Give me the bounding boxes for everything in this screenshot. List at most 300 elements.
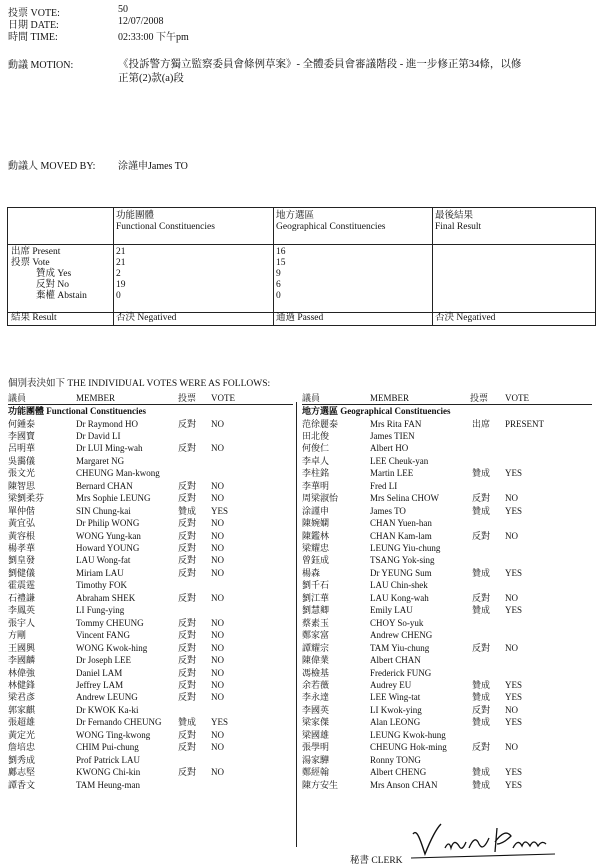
member-name-zh: 梁國雄 (302, 729, 330, 740)
member-name-zh: 蔡素玉 (302, 617, 330, 628)
right-column-header (302, 392, 592, 404)
geographical-member-row (302, 579, 590, 591)
vote-zh: 反對 (178, 592, 197, 603)
member-name-zh: 張學明 (302, 742, 330, 753)
vote-zh: 贊成 (472, 717, 491, 728)
member-name-zh: 曾鈺成 (302, 555, 330, 566)
vote-en: NO (505, 530, 518, 541)
member-name-zh: 何鍾泰 (8, 418, 36, 429)
vote-zh: 反對 (178, 767, 197, 778)
member-name-zh: 鄺志堅 (8, 767, 36, 778)
vote-en: NO (211, 480, 224, 491)
motion-text-line2: 正第(2)款(a)段 (118, 73, 184, 84)
geographical-member-row (302, 554, 590, 566)
member-name-en: LAU Wong-fat (76, 555, 131, 566)
functional-member-row (8, 467, 296, 479)
geographical-present: 16 (276, 247, 286, 257)
member-name-zh: 林偉強 (8, 667, 36, 678)
vote-zh: 贊成 (472, 468, 491, 479)
member-name-en: LEUNG Yiu-chung (370, 543, 441, 553)
member-name-zh: 李國英 (302, 704, 330, 715)
functional-member-row (8, 766, 296, 778)
member-name-zh: 郭家麒 (8, 704, 36, 715)
member-name-en: Dr David LI (76, 430, 121, 441)
geographical-member-row (302, 505, 590, 517)
member-name-zh: 梁劉柔芬 (8, 493, 45, 504)
functional-member-row (8, 430, 296, 442)
col-header-geographical-zh: 地方選區 (276, 211, 315, 221)
header-vote-zh: 投票 (470, 393, 489, 403)
vote-en: NO (211, 617, 224, 628)
vote-en: YES (505, 567, 523, 578)
geographical-member-row (302, 592, 590, 604)
individual-votes-title: 個別表決如下 THE INDIVIDUAL VOTES WERE AS FOLLOWS: (8, 379, 271, 389)
member-name-zh: 梁君彥 (8, 692, 36, 703)
functional-member-row (8, 505, 296, 517)
vote-zh: 反對 (178, 555, 197, 566)
geographical-member-row (302, 480, 590, 492)
member-name-zh: 劉皇發 (8, 555, 36, 566)
geographical-member-row (302, 716, 590, 728)
member-name-zh: 鄭家富 (302, 630, 330, 641)
member-name-zh: 陳偉業 (302, 655, 330, 666)
motion-text-line1: 《投訴警方獨立監察委員會條例草案》- 全體委員會審議階段 - 進一步修正第34條，以修 (118, 59, 522, 70)
geographical-member-row (302, 567, 590, 579)
vote-en: YES (505, 605, 523, 616)
vote-en: NO (211, 767, 224, 778)
functional-member-row (8, 592, 296, 604)
member-name-en: LAU Kong-wah (370, 592, 429, 603)
row-label-yes: 贊成 Yes (36, 269, 72, 279)
member-name-en: LEUNG Kwok-hung (370, 729, 446, 740)
member-name-zh: 李永達 (302, 692, 330, 703)
vote-en: NO (505, 493, 518, 504)
member-name-zh: 張宇人 (8, 617, 36, 628)
vote-zh: 反對 (178, 729, 197, 740)
vote-en: NO (211, 530, 224, 541)
clerk-label: 秘書 CLERK (350, 856, 403, 866)
member-name-zh: 呂明華 (8, 443, 36, 454)
member-name-zh: 劉江華 (302, 592, 330, 603)
geographical-vote: 15 (276, 258, 286, 268)
member-name-en: Dr Joseph LEE (76, 655, 131, 666)
functional-member-row (8, 604, 296, 616)
vote-en: YES (505, 505, 523, 516)
member-name-zh: 劉千石 (302, 580, 330, 591)
member-name-en: Jeffrey LAM (76, 679, 124, 690)
vote-en: NO (211, 642, 224, 653)
vote-en: YES (505, 679, 523, 690)
vote-zh: 贊成 (472, 692, 491, 703)
geographical-member-row (302, 492, 590, 504)
header-member-zh: 議員 (302, 393, 321, 403)
vote-en: NO (211, 679, 224, 690)
functional-yes: 2 (116, 269, 121, 279)
member-name-en: SIN Chung-kai (76, 505, 131, 516)
geographical-member-row (302, 604, 590, 616)
member-name-zh: 楊森 (302, 567, 321, 578)
vote-en: YES (505, 468, 523, 479)
geographical-result: 通過 Passed (276, 313, 324, 323)
vote-zh: 贊成 (178, 717, 197, 728)
member-name-zh: 馮檢基 (302, 667, 330, 678)
member-name-en: TAM Heung-man (76, 779, 141, 790)
member-name-en: CHAN Kam-lam (370, 530, 432, 541)
vote-zh: 反對 (178, 655, 197, 666)
geographical-member-row (302, 530, 590, 542)
vote-en: NO (211, 667, 224, 678)
vote-en: NO (505, 592, 518, 603)
functional-result: 否決 Negatived (116, 313, 177, 323)
geographical-member-row (302, 542, 590, 554)
member-name-en: LAU Chin-shek (370, 580, 428, 591)
member-name-en: James TO (370, 505, 406, 516)
member-name-zh: 陳鑑林 (302, 530, 330, 541)
functional-section-title (8, 405, 293, 417)
functional-member-row (8, 654, 296, 666)
geographical-member-row (302, 729, 590, 741)
header-vote-en: VOTE (505, 393, 529, 403)
vote-en: NO (505, 742, 518, 753)
functional-member-row (8, 741, 296, 753)
member-name-en: Albert HO (370, 443, 409, 454)
functional-member-row (8, 729, 296, 741)
member-name-en: Ronny TONG (370, 754, 421, 765)
row-label-abstain: 棄權 Abstain (36, 291, 87, 301)
functional-member-row (8, 442, 296, 454)
geographical-member-row (302, 418, 590, 430)
functional-member-row (8, 716, 296, 728)
vote-zh: 反對 (472, 742, 491, 753)
member-name-en: Andrew CHENG (370, 630, 433, 641)
member-name-en: Dr KWOK Ka-ki (76, 704, 139, 715)
geographical-member-row (302, 754, 590, 766)
member-name-zh: 吳靄儀 (8, 455, 36, 466)
col-header-functional-zh: 功能團體 (116, 211, 155, 221)
motion-label: 動議 MOTION: (8, 60, 74, 71)
functional-member-row (8, 492, 296, 504)
member-name-zh: 張超雄 (8, 717, 36, 728)
vote-zh: 反對 (178, 667, 197, 678)
functional-section-title-text: 功能團體 Functional Constituencies (8, 406, 147, 416)
member-name-zh: 李鳳英 (8, 605, 36, 616)
functional-abstain: 0 (116, 291, 121, 301)
vote-zh: 反對 (178, 518, 197, 529)
vote-zh: 贊成 (472, 679, 491, 690)
vote-zh: 反對 (178, 692, 197, 703)
member-name-zh: 黃定光 (8, 729, 36, 740)
functional-present: 21 (116, 247, 126, 257)
functional-member-row (8, 617, 296, 629)
geographical-member-row (302, 430, 590, 442)
time-label: 時間 TIME: (8, 32, 58, 43)
member-name-zh: 湯家驊 (302, 754, 330, 765)
col-header-geographical-en: Geographical Constituencies (276, 222, 386, 232)
functional-member-row (8, 455, 296, 467)
member-name-en: Margaret NG (76, 455, 125, 466)
member-name-en: TSANG Yok-sing (370, 555, 435, 566)
functional-member-row (8, 579, 296, 591)
member-name-en: Tommy CHEUNG (76, 617, 144, 628)
moved-by-label: 動議人 MOVED BY: (8, 161, 96, 172)
member-name-zh: 李華明 (302, 480, 330, 491)
member-name-zh: 劉健儀 (8, 567, 36, 578)
member-name-en: WONG Kwok-hing (76, 642, 148, 653)
vote-zh: 反對 (472, 530, 491, 541)
member-name-zh: 詹培忠 (8, 742, 36, 753)
member-name-zh: 黃宜弘 (8, 518, 36, 529)
member-name-zh: 霍震霆 (8, 580, 36, 591)
vote-en: NO (211, 729, 224, 740)
member-name-en: WONG Yung-kan (76, 530, 141, 541)
member-name-en: James TIEN (370, 430, 415, 441)
functional-member-row (8, 554, 296, 566)
header-vote-zh: 投票 (178, 393, 197, 403)
functional-member-row (8, 779, 296, 791)
member-name-zh: 陳方安生 (302, 779, 339, 790)
vote-zh: 反對 (472, 642, 491, 653)
member-name-en: Mrs Sophie LEUNG (76, 493, 151, 504)
vote-zh: 贊成 (472, 505, 491, 516)
geographical-section-title-text: 地方選區 Geographical Constituencies (302, 406, 451, 416)
member-name-en: Andrew LEUNG (76, 692, 138, 703)
vote-zh: 贊成 (472, 605, 491, 616)
header-member-en: MEMBER (76, 393, 116, 403)
member-name-en: CHIM Pui-chung (76, 742, 139, 753)
row-label-no: 反對 No (36, 280, 69, 290)
member-name-en: KWONG Chi-kin (76, 767, 141, 778)
date-value: 12/07/2008 (118, 16, 164, 27)
vote-zh: 反對 (178, 567, 197, 578)
col-header-final-zh: 最後結果 (435, 211, 474, 221)
member-name-zh: 陳智思 (8, 480, 36, 491)
functional-member-row (8, 480, 296, 492)
geographical-member-row (302, 617, 590, 629)
summary-table (7, 207, 596, 326)
member-name-en: Howard YOUNG (76, 543, 140, 553)
vote-en: NO (211, 692, 224, 703)
member-name-en: WONG Ting-kwong (76, 729, 151, 740)
member-name-zh: 范徐麗泰 (302, 418, 339, 429)
member-name-en: LI Fung-ying (76, 605, 125, 616)
geographical-no: 6 (276, 280, 281, 290)
geographical-member-row (302, 741, 590, 753)
vote-en: PRESENT (505, 418, 545, 429)
vote-en: YES (211, 717, 229, 728)
vote-en: NO (211, 443, 224, 454)
geographical-member-row (302, 667, 590, 679)
geographical-member-row (302, 679, 590, 691)
member-name-en: CHAN Yuen-han (370, 518, 432, 529)
member-name-zh: 石禮謙 (8, 592, 36, 603)
member-name-zh: 單仲偕 (8, 505, 36, 516)
member-name-zh: 楊孝華 (8, 543, 36, 553)
member-name-en: Fred LI (370, 480, 398, 491)
clerk-signature (405, 818, 565, 862)
vote-en: YES (211, 505, 229, 516)
vote-zh: 出席 (472, 418, 491, 429)
vote-en: YES (505, 779, 523, 790)
functional-member-row (8, 754, 296, 766)
vote-en: NO (211, 742, 224, 753)
vote-zh: 反對 (178, 742, 197, 753)
geographical-member-row (302, 654, 590, 666)
row-label-present: 出席 Present (11, 247, 61, 257)
vote-zh: 反對 (178, 679, 197, 690)
final-result: 否決 Negatived (435, 313, 496, 323)
vote-en: YES (505, 692, 523, 703)
member-name-zh: 涂謹申 (302, 505, 330, 516)
member-name-en: CHOY So-yuk (370, 617, 424, 628)
member-name-zh: 田北俊 (302, 430, 330, 441)
functional-member-row (8, 567, 296, 579)
vote-zh: 反對 (472, 704, 491, 715)
vote-en: YES (505, 717, 523, 728)
functional-vote: 21 (116, 258, 126, 268)
header-vote-en: VOTE (211, 393, 235, 403)
header-member-en: MEMBER (370, 393, 410, 403)
member-name-en: Emily LAU (370, 605, 413, 616)
member-name-en: Daniel LAM (76, 667, 123, 678)
functional-member-row (8, 629, 296, 641)
member-name-en: LEE Wing-tat (370, 692, 421, 703)
member-name-en: LEE Cheuk-yan (370, 455, 429, 466)
functional-member-row (8, 642, 296, 654)
vote-en: NO (211, 493, 224, 504)
member-name-zh: 陳婉嫻 (302, 518, 330, 529)
member-name-zh: 林健鋒 (8, 679, 36, 690)
member-name-zh: 李卓人 (302, 455, 330, 466)
member-name-zh: 劉秀成 (8, 754, 36, 765)
member-name-en: CHEUNG Hok-ming (370, 742, 447, 753)
date-label: 日期 DATE: (8, 20, 59, 31)
vote-en: NO (211, 630, 224, 641)
member-name-en: Dr Raymond HO (76, 418, 138, 429)
vote-en: NO (211, 418, 224, 429)
geographical-member-row (302, 691, 590, 703)
member-name-zh: 梁耀忠 (302, 543, 330, 553)
member-name-en: Mrs Rita FAN (370, 418, 422, 429)
member-name-en: Dr Fernando CHEUNG (76, 717, 162, 728)
member-name-zh: 張文光 (8, 468, 36, 479)
row-label-result: 結果 Result (11, 313, 57, 323)
functional-member-row (8, 542, 296, 554)
member-name-en: LI Kwok-ying (370, 704, 422, 715)
col-header-functional-en: Functional Constituencies (116, 222, 215, 232)
member-name-en: Bernard CHAN (76, 480, 133, 491)
functional-member-row (8, 418, 296, 430)
member-name-zh: 黃容根 (8, 530, 36, 541)
geographical-member-row (302, 642, 590, 654)
member-name-en: CHEUNG Man-kwong (76, 468, 160, 479)
member-name-zh: 周梁淑怡 (302, 493, 339, 504)
vote-en: NO (211, 592, 224, 603)
vote-zh: 反對 (178, 493, 197, 504)
member-name-zh: 鄭經翰 (302, 767, 330, 778)
member-name-en: Mrs Selina CHOW (370, 493, 439, 504)
geographical-abstain: 0 (276, 291, 281, 301)
vote-zh: 反對 (178, 642, 197, 653)
vote-zh: 反對 (178, 617, 197, 628)
geographical-member-row (302, 517, 590, 529)
geographical-member-row (302, 629, 590, 641)
geographical-yes: 9 (276, 269, 281, 279)
member-name-en: Albert CHENG (370, 767, 427, 778)
functional-member-row (8, 691, 296, 703)
vote-zh: 贊成 (472, 779, 491, 790)
member-name-zh: 李國麟 (8, 655, 36, 666)
vote-number-value: 50 (118, 4, 128, 15)
column-divider (296, 402, 297, 847)
vote-zh: 反對 (472, 592, 491, 603)
vote-zh: 反對 (178, 480, 197, 491)
vote-en: NO (211, 543, 224, 553)
col-header-final-en: Final Result (435, 222, 482, 232)
geographical-member-row (302, 704, 590, 716)
functional-member-row (8, 667, 296, 679)
vote-zh: 贊成 (178, 505, 197, 516)
member-name-en: Martin LEE (370, 468, 414, 479)
member-name-en: Timothy FOK (76, 580, 127, 591)
geographical-member-row (302, 455, 590, 467)
vote-en: NO (505, 642, 518, 653)
vote-zh: 反對 (178, 443, 197, 454)
vote-zh: 贊成 (472, 767, 491, 778)
member-name-en: Frederick FUNG (370, 667, 432, 678)
geographical-member-row (302, 779, 590, 791)
member-name-en: TAM Yiu-chung (370, 642, 430, 653)
member-name-zh: 譚香文 (8, 779, 36, 790)
member-name-en: Miriam LAU (76, 567, 124, 578)
time-value: 02:33:00 下午pm (118, 32, 189, 43)
vote-en: NO (211, 518, 224, 529)
member-name-zh: 李柱銘 (302, 468, 330, 479)
member-name-en: Audrey EU (370, 679, 412, 690)
member-name-en: Vincent FANG (76, 630, 131, 641)
vote-zh: 反對 (178, 530, 197, 541)
geographical-member-row (302, 467, 590, 479)
functional-member-row (8, 704, 296, 716)
member-name-en: Dr Philip WONG (76, 518, 140, 529)
geographical-section-title (302, 405, 592, 417)
member-name-zh: 何俊仁 (302, 443, 330, 454)
member-name-zh: 余若薇 (302, 679, 330, 690)
member-name-zh: 譚耀宗 (302, 642, 330, 653)
geographical-member-row (302, 442, 590, 454)
vote-zh: 贊成 (472, 567, 491, 578)
vote-en: NO (211, 567, 224, 578)
member-name-zh: 王國興 (8, 642, 36, 653)
row-label-vote: 投票 Vote (11, 258, 50, 268)
member-name-zh: 劉慧卿 (302, 605, 330, 616)
geographical-member-row (302, 766, 590, 778)
header-member-zh: 議員 (8, 393, 27, 403)
member-name-zh: 梁家傑 (302, 717, 330, 728)
member-name-zh: 李國寶 (8, 430, 36, 441)
member-name-en: Mrs Anson CHAN (370, 779, 438, 790)
vote-zh: 反對 (178, 543, 197, 553)
member-name-en: Abraham SHEK (76, 592, 136, 603)
member-name-en: Dr LUI Ming-wah (76, 443, 143, 454)
vote-en: NO (211, 555, 224, 566)
vote-zh: 反對 (178, 418, 197, 429)
functional-member-row (8, 530, 296, 542)
member-name-en: Alan LEONG (370, 717, 421, 728)
functional-member-row (8, 517, 296, 529)
vote-zh: 反對 (178, 630, 197, 641)
vote-number-label: 投票 VOTE: (8, 8, 60, 19)
moved-by-value: 涂謹申James TO (118, 161, 188, 172)
